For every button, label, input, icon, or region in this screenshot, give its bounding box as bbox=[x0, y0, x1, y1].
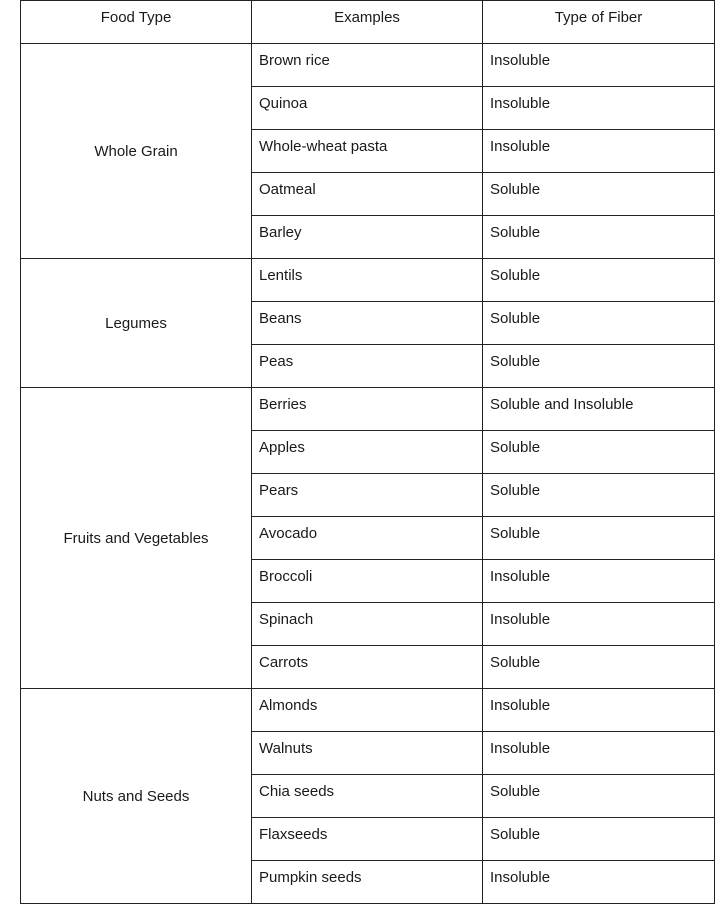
fiber-type-cell: Soluble bbox=[483, 173, 715, 216]
food-type-cell: Fruits and Vegetables bbox=[21, 388, 252, 689]
fiber-type-cell: Soluble bbox=[483, 646, 715, 689]
example-cell: Oatmeal bbox=[252, 173, 483, 216]
example-cell: Chia seeds bbox=[252, 775, 483, 818]
example-cell: Quinoa bbox=[252, 87, 483, 130]
fiber-type-cell: Insoluble bbox=[483, 560, 715, 603]
table-row bbox=[21, 259, 715, 302]
fiber-type-cell: Insoluble bbox=[483, 130, 715, 173]
fiber-type-cell: Soluble bbox=[483, 818, 715, 861]
fiber-type-cell: Insoluble bbox=[483, 87, 715, 130]
food-type-cell: Legumes bbox=[21, 259, 252, 388]
food-type-cell: Whole Grain bbox=[21, 44, 252, 259]
example-cell: Flaxseeds bbox=[252, 818, 483, 861]
example-cell: Spinach bbox=[252, 603, 483, 646]
fiber-type-cell: Soluble bbox=[483, 474, 715, 517]
fiber-type-cell: Insoluble bbox=[483, 44, 715, 87]
example-cell: Whole-wheat pasta bbox=[252, 130, 483, 173]
fiber-type-cell: Soluble bbox=[483, 775, 715, 818]
header-type-of-fiber: Type of Fiber bbox=[483, 1, 715, 44]
fiber-type-cell: Soluble bbox=[483, 216, 715, 259]
fiber-type-cell: Soluble bbox=[483, 517, 715, 560]
fiber-type-cell: Insoluble bbox=[483, 732, 715, 775]
fiber-type-cell: Soluble and Insoluble bbox=[483, 388, 715, 431]
example-cell: Avocado bbox=[252, 517, 483, 560]
header-row bbox=[21, 1, 715, 44]
fiber-table bbox=[20, 0, 715, 904]
fiber-type-cell: Soluble bbox=[483, 345, 715, 388]
header-food-type: Food Type bbox=[21, 1, 252, 44]
fiber-type-cell: Insoluble bbox=[483, 689, 715, 732]
table-body bbox=[21, 44, 715, 904]
example-cell: Apples bbox=[252, 431, 483, 474]
table-row bbox=[21, 44, 715, 87]
table-header bbox=[21, 1, 715, 44]
fiber-type-cell: Insoluble bbox=[483, 861, 715, 904]
example-cell: Carrots bbox=[252, 646, 483, 689]
example-cell: Lentils bbox=[252, 259, 483, 302]
example-cell: Beans bbox=[252, 302, 483, 345]
food-type-cell: Nuts and Seeds bbox=[21, 689, 252, 904]
table-row bbox=[21, 388, 715, 431]
example-cell: Pumpkin seeds bbox=[252, 861, 483, 904]
example-cell: Brown rice bbox=[252, 44, 483, 87]
example-cell: Peas bbox=[252, 345, 483, 388]
fiber-type-cell: Soluble bbox=[483, 302, 715, 345]
fiber-type-cell: Soluble bbox=[483, 259, 715, 302]
example-cell: Broccoli bbox=[252, 560, 483, 603]
table-row bbox=[21, 689, 715, 732]
example-cell: Almonds bbox=[252, 689, 483, 732]
fiber-type-cell: Insoluble bbox=[483, 603, 715, 646]
header-examples: Examples bbox=[252, 1, 483, 44]
fiber-type-cell: Soluble bbox=[483, 431, 715, 474]
example-cell: Pears bbox=[252, 474, 483, 517]
example-cell: Berries bbox=[252, 388, 483, 431]
example-cell: Barley bbox=[252, 216, 483, 259]
example-cell: Walnuts bbox=[252, 732, 483, 775]
